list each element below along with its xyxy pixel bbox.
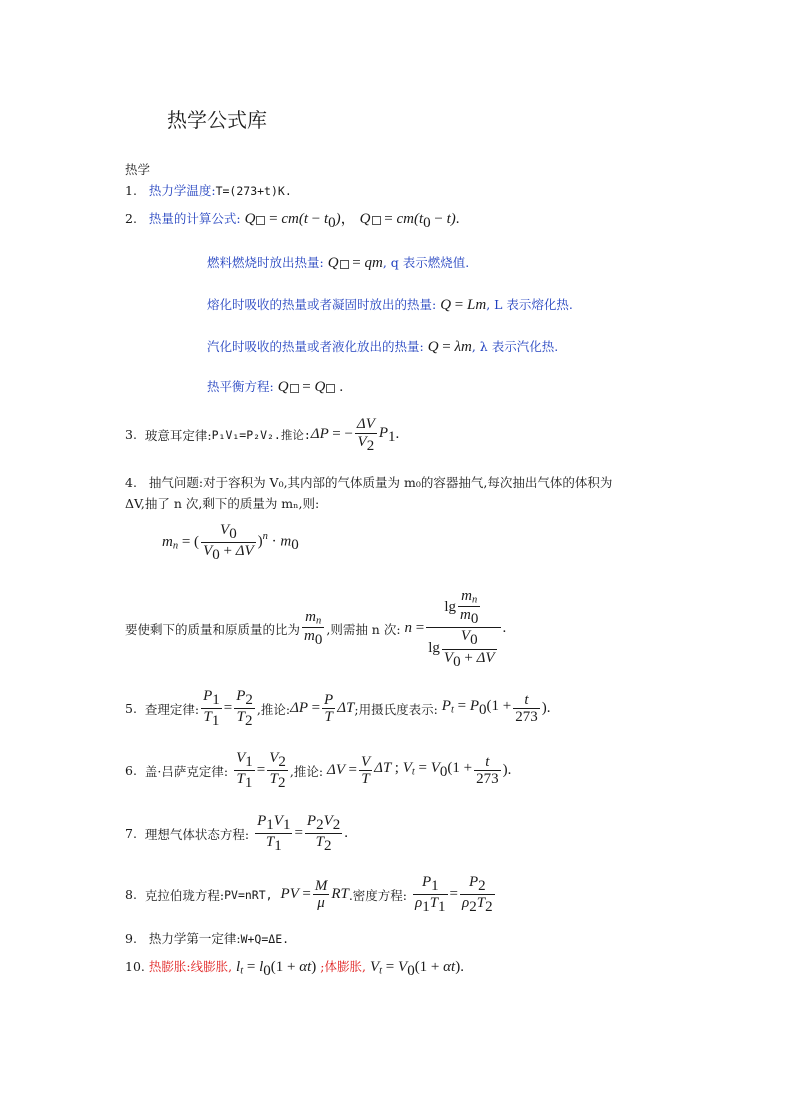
fraction: $\frac{V_0}{V_0 + \Delta V}$ <box>203 522 254 563</box>
item-text: .密度方程: <box>348 887 408 903</box>
item-label: 热量的计算公式: <box>148 211 241 226</box>
item-number: 2. <box>125 211 137 226</box>
item-4-line3: 要使剩下的质量和原质量的比为 $\frac{m_n}{m_0}$ ,则需抽 n 次: n = lg $\frac{m_n}{m_0}$ lg $\frac{V_0}{V_0 + \Delta V}$ . <box>125 588 507 670</box>
fraction: $\frac{P_2}{\rho_2T_2}$ <box>462 874 493 915</box>
item-text: ;体膨胀, <box>320 959 366 974</box>
item-2-sub-fuel <box>207 253 469 272</box>
item-label: 克拉伯珑方程: <box>144 887 225 903</box>
item-number: 8. <box>125 887 137 903</box>
formula-clapeyron: PV=nRT, <box>224 887 273 902</box>
fraction: $\frac{P_1}{T_1}$ <box>203 688 220 729</box>
item-text: ,推论: <box>289 763 324 779</box>
fraction: $\frac{\Delta V}{V_2}$ <box>356 416 375 454</box>
item-label: 理想气体状态方程: <box>144 826 250 842</box>
fraction: $\frac{V_2}{T_2}$ <box>269 750 286 791</box>
item-1 <box>125 181 292 199</box>
formula-boyle-infer: ΔP = − <box>310 426 353 443</box>
formula-fuel: Q = qm <box>327 255 383 271</box>
formula-volume-expansion: $V_t = V_0(1 + \alpha t)$ <box>369 959 461 979</box>
item-text: ,则需抽 n 次: <box>326 621 401 637</box>
item-2-sub-vapor <box>207 337 558 356</box>
page-title: 热学公式库 <box>167 108 267 132</box>
sub-label: 燃料燃烧时放出热量: <box>207 255 324 270</box>
sub-note: , q 表示燃烧值. <box>382 255 470 270</box>
item-number: 10. <box>125 959 145 974</box>
item-text: 要使剩下的质量和原质量的比为 <box>125 621 301 637</box>
item-8: 8. 克拉伯珑方程: PV=nRT, PV = $\frac{M}{\mu}$ RT .密度方程: $\frac{P_1}{\rho_1T_1}$ = $\frac{P_2}{\rho_2T_2}$ <box>125 874 493 915</box>
fraction: $\frac{P_1}{\rho_1T_1}$ <box>415 874 446 915</box>
fraction: $\frac{P_2}{T_2}$ <box>236 688 253 729</box>
formula-heat-release: $Q = cm(t_0 - t)$ <box>359 211 456 231</box>
item-6: 6. 盖·吕萨克定律: $\frac{V_1}{T_1}$ = $\frac{V_2}{T_2}$ ,推论: ΔV = $\frac{V}{T}$ ΔT ; $V_t = V_0(1$ + $\frac{t}{273}$ ). <box>125 750 512 791</box>
item-label: 热膨胀:线膨胀, <box>148 959 233 974</box>
item-9 <box>125 929 289 947</box>
item-number: 5. <box>125 701 137 717</box>
formula-boyle: P₁V₁=P₂V₂.推论: <box>211 427 311 442</box>
item-number: 4. <box>125 475 137 490</box>
item-label: 热力学温度: <box>148 183 216 198</box>
fraction: $\frac{M}{\mu}$ <box>314 877 328 912</box>
item-label: 盖·吕萨克定律: <box>144 763 229 779</box>
fraction: $\frac{V_1}{T_1}$ <box>236 750 253 791</box>
item-text: ;用摄氏度表示: <box>354 701 438 717</box>
sub-note: , L 表示熔化热. <box>486 297 573 312</box>
item-text: 抽气问题:对于容积为 V₀,其内部的气体质量为 m₀的容器抽气,每次抽出气体的体积为 <box>148 475 613 490</box>
formula-vapor: Q = λm <box>427 339 472 355</box>
item-label: 查理定律: <box>144 701 200 717</box>
item-7: 7. 理想气体状态方程: $\frac{P_1V_1}{T_1}$ = $\frac{P_2V_2}{T_2}$ . <box>125 813 348 854</box>
fraction: $\frac{t}{273}$ <box>476 753 499 788</box>
item-2-sub-balance: 热平衡方程: Q = Q . <box>207 379 344 395</box>
formula-pump-mass: $m_n$ = ( $\frac{V_0}{V_0 + \Delta V}$ )$^n \cdot m_0$ <box>162 522 299 563</box>
item-label: 玻意耳定律: <box>144 427 212 443</box>
item-text: ,推论: <box>256 701 291 717</box>
fraction: $\frac{P}{T}$ <box>324 691 334 726</box>
fraction: $\frac{m_n}{m_0}$ <box>304 609 323 649</box>
sub-label: 热平衡方程: <box>207 379 274 394</box>
fraction: $\frac{P_1V_1}{T_1}$ <box>257 813 291 854</box>
item-3: 3. 玻意耳定律: P₁V₁=P₂V₂.推论: ΔP = − $\frac{\Delta V}{V_2}$ $P_1$ . <box>125 416 400 454</box>
sub-label: 熔化时吸收的热量或者凝固时放出的热量: <box>207 297 437 312</box>
item-2-sub-fusion <box>207 295 573 314</box>
formula-linear-expansion: $l_t = l_0(1 + \alpha t)$ <box>236 959 317 979</box>
item-number: 3. <box>125 427 137 443</box>
sub-label: 汽化时吸收的热量或者液化放出的热量: <box>207 339 424 354</box>
section-heading: 热学 <box>125 162 151 177</box>
item-4-line2: ΔV,抽了 n 次,剩下的质量为 mₙ,则: <box>125 496 320 511</box>
item-number: 6. <box>125 763 137 779</box>
formula-first-law: W+Q=ΔE. <box>240 932 290 946</box>
fraction: $\frac{t}{273}$ <box>515 691 538 726</box>
item-5: 5. 查理定律: $\frac{P_1}{T_1}$ = $\frac{P_2}{T_2}$ ,推论: ΔP = $\frac{P}{T}$ ΔT ;用摄氏度表示: $P_t = P_0(1$ + $\frac{t}{273}$ ). <box>125 688 551 729</box>
item-10: 10. 热膨胀:线膨胀, $l_t = l_0(1 + \alpha t)$ ;体膨胀, $V_t = V_0(1 + \alpha t)$. <box>125 959 464 979</box>
item-number: 7. <box>125 826 137 842</box>
item-number: 1. <box>125 183 137 198</box>
sub-note: , λ 表示汽化热. <box>471 339 559 354</box>
fraction: $\frac{P_2V_2}{T_2}$ <box>306 813 341 854</box>
formula-heat-absorb: $Q = cm(t - t_0)$ <box>244 211 341 231</box>
fraction-log: lg $\frac{m_n}{m_0}$ lg $\frac{V_0}{V_0 + \Delta V}$ <box>426 588 500 670</box>
item-label: 热力学第一定律: <box>148 931 241 946</box>
item-2: 2. 热量的计算公式: $Q = cm(t - t_0)$， $Q = cm(t_0 - t)$. <box>125 211 460 231</box>
item-4-line1 <box>125 473 612 491</box>
formula-balance: Q = Q <box>278 379 336 395</box>
item-number: 9. <box>125 931 137 946</box>
fraction: $\frac{V}{T}$ <box>360 753 371 788</box>
formula-kelvin: T=(273+t)K. <box>215 184 292 198</box>
formula-fusion: Q = Lm <box>440 297 487 313</box>
